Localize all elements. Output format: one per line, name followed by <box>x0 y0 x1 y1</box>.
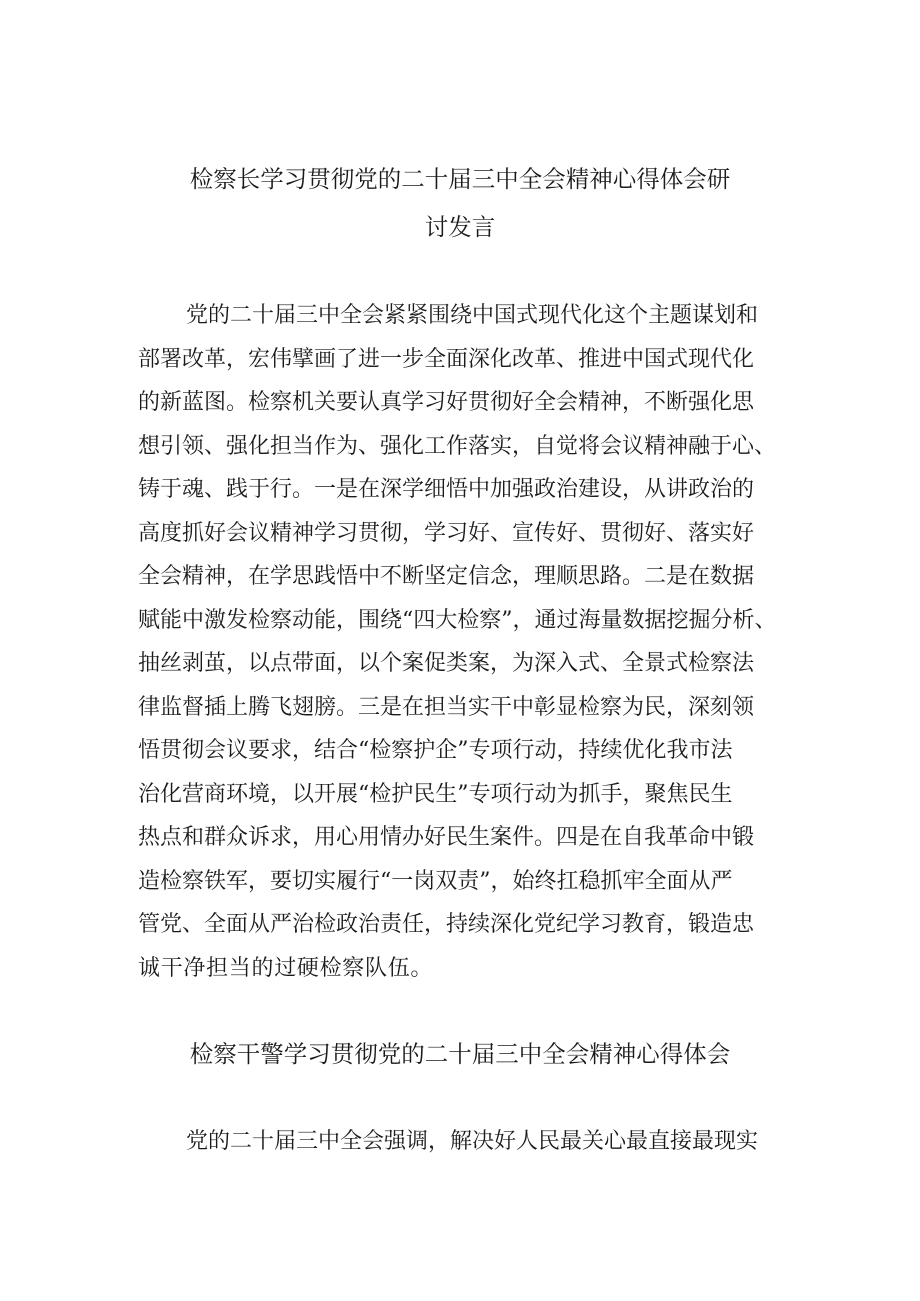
paragraph-line: 赋能中激发检察动能，围绕“四大检察”，通过海量数据挖掘分析、 <box>138 608 777 633</box>
paragraph-line: 党的二十届三中全会强调，解决好人民最关心最直接最现实 <box>186 1129 759 1154</box>
section2-title: 检察干警学习贯彻党的二十届三中全会精神心得体会 <box>189 1040 731 1068</box>
paragraph-line: 悟贯彻会议要求，结合“检察护企”专项行动，持续优化我市法 <box>138 738 733 763</box>
paragraph-line: 律监督插上腾飞翅膀。三是在担当实干中彰显检察为民，深刻领 <box>138 695 755 720</box>
section1-title-line2: 讨发言 <box>424 213 496 241</box>
paragraph-line: 诚干净担当的过硬检察队伍。 <box>138 956 434 981</box>
paragraph-line: 部署改革，宏伟擘画了进一步全面深化改革、推进中国式现代化 <box>138 347 755 372</box>
paragraph-line: 党的二十届三中全会紧紧围绕中国式现代化这个主题谋划和 <box>186 303 759 328</box>
paragraph-line: 治化营商环境，以开展“检护民生”专项行动为抓手，聚焦民生 <box>138 782 733 807</box>
paragraph-line: 铸于魂、践于行。一是在深学细悟中加强政治建设，从讲政治的 <box>138 477 755 502</box>
paragraph-line: 的新蓝图。检察机关要认真学习好贯彻好全会精神，不断强化思 <box>138 390 755 415</box>
paragraph-line: 全会精神，在学思践悟中不断坚定信念，理顺思路。二是在数据 <box>138 564 755 589</box>
paragraph-line: 想引领、强化担当作为、强化工作落实，自觉将会议精神融于心、 <box>138 434 777 459</box>
paragraph-line: 高度抓好会议精神学习贯彻，学习好、宣传好、贯彻好、落实好 <box>138 521 755 546</box>
section1-title-line1: 检察长学习贯彻党的二十届三中全会精神心得体会研 <box>189 165 731 193</box>
paragraph-line: 管党、全面从严治检政治责任，持续深化党纪学习教育，锻造忠 <box>138 912 755 937</box>
paragraph-line: 抽丝剥茧，以点带面，以个案促类案，为深入式、全景式检察法 <box>138 651 755 676</box>
paragraph-line: 热点和群众诉求，用心用情办好民生案件。四是在自我革命中锻 <box>138 825 755 850</box>
paragraph-line: 造检察铁军，要切实履行“一岗双责”，始终扛稳抓牢全面从严 <box>138 869 733 894</box>
